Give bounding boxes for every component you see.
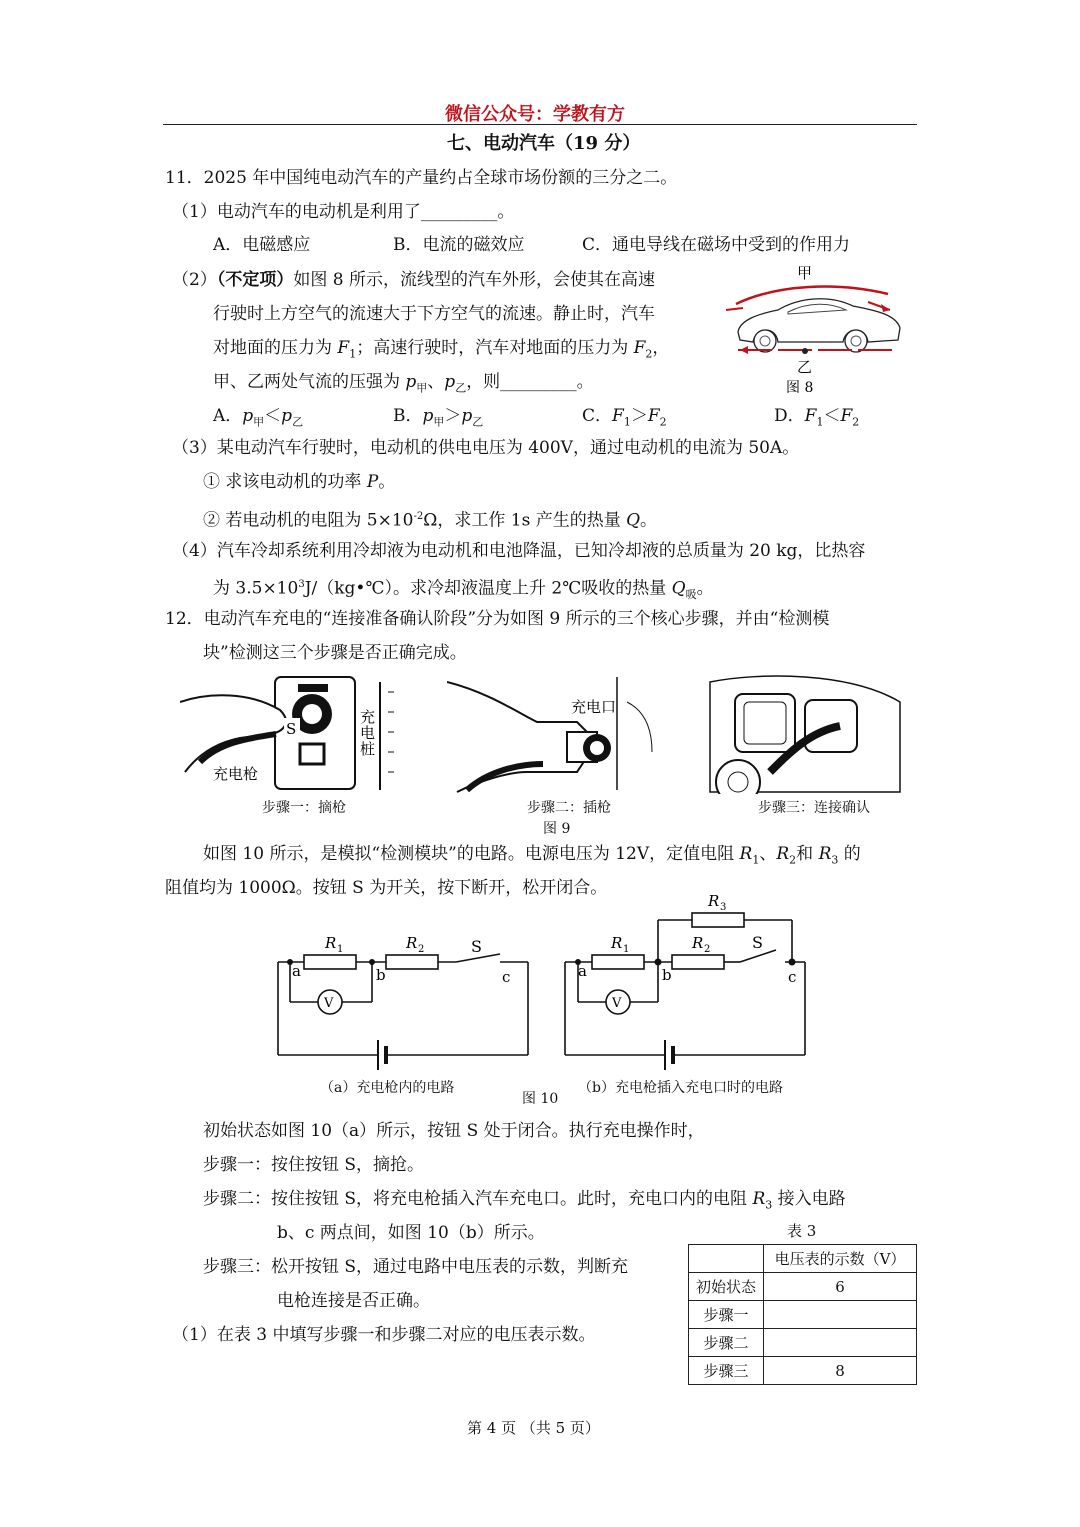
header-watermark: 微信公众号：学教有方 [445, 104, 625, 125]
fig10-caption-b: （b）充电枪插入充电口时的电路 [578, 1080, 783, 1096]
svg-text:3: 3 [720, 902, 727, 913]
figure-9-step2 [447, 672, 655, 794]
table-3 [688, 1244, 917, 1385]
figure-9-step1 [180, 672, 408, 794]
q11-p2-line4 [213, 370, 594, 400]
q12-sub1: （1）在表 3 中填写步骤一和步骤二对应的电压表示数。 [172, 1325, 596, 1345]
q11-p2-l4c: ，则_________。 [466, 372, 594, 392]
table-row-label: 步骤三 [689, 1357, 764, 1385]
svg-text:c: c [502, 968, 511, 986]
q11-p2-opt-c: C．$F_1>F_2$ [582, 406, 667, 429]
table-row [689, 1273, 917, 1301]
q11-p2-l3a: 对地面的压力为 [213, 338, 338, 358]
q11-p4-line1: （4）汽车冷却系统利用冷却液为电动机和电池降温，已知冷却液的总质量为 20 kg，比热容 [172, 541, 866, 561]
fig9-port-label: 充电口 [571, 698, 617, 716]
svg-text:1: 1 [337, 944, 344, 955]
fig9-gun-label: 充电枪 [213, 765, 259, 783]
svg-text:1: 1 [623, 944, 630, 955]
q12-line1: 12．电动汽车充电的“连接准备确认阶段”分为如图 9 所示的三个核心步骤，并由“检测模 [165, 609, 830, 629]
table-cell-value: 6 [764, 1273, 917, 1301]
q11-p2-opt-d: D．$F_1<F_2$ [774, 406, 860, 429]
table-row [689, 1245, 917, 1273]
svg-text:S: S [471, 937, 482, 956]
table-row-label: 初始状态 [689, 1273, 764, 1301]
table-cell-value: 8 [764, 1357, 917, 1385]
fig9-caption-2: 步骤二：插枪 [527, 800, 611, 816]
section-title: 七、电动汽车（19 分） [447, 133, 641, 154]
svg-text:b: b [662, 966, 672, 984]
fig8-jia-label: 甲 [797, 264, 813, 282]
q11-p2-line2: 行驶时上方空气的流速大于下方空气的流速。静止时，汽车 [213, 304, 655, 324]
svg-text:R: R [611, 934, 623, 952]
q11-p4-line2: 为 $3.5\times 10^3J/(kg•℃)$。求冷却液温度上升 2℃吸收的热量 $Q_吸$。 [213, 578, 714, 602]
figure-9-step3 [700, 672, 908, 794]
q11-p1-opt-a: A．电磁感应 [213, 235, 311, 255]
table3-title: 表 3 [787, 1222, 817, 1240]
q11-p2-line1 [172, 268, 655, 292]
q11-p3-item1: ① 求该电动机的功率 P。 [203, 472, 396, 492]
svg-text:a: a [578, 962, 587, 980]
q11-p3: （3）某电动汽车行驶时，电动机的供电电压为 400V，通过电动机的电流为 50A。 [172, 438, 800, 458]
svg-text:R: R [692, 934, 704, 952]
table-cell-value[interactable] [764, 1301, 917, 1329]
svg-text:R: R [325, 934, 337, 952]
fig9-s-label: S [286, 720, 297, 738]
q11-p2-l4a: 甲、乙两处气流的压强为 [213, 372, 406, 392]
figure-10-circuits [270, 890, 920, 1090]
table-cell [689, 1245, 764, 1273]
q11-p2-tag: （2） [172, 270, 217, 290]
svg-text:V: V [324, 996, 334, 1011]
fig10-label: 图 10 [522, 1091, 559, 1107]
fig8-yi-label: 乙 [797, 358, 813, 376]
q11-p2-line3 [213, 336, 669, 366]
q11-p1: （1）电动汽车的电动机是利用了_________。 [172, 202, 515, 222]
q11-p2-l3b: ；高速行驶时，汽车对地面的压力为 [356, 338, 634, 358]
svg-text:2: 2 [704, 944, 711, 955]
q11-p2-opt-a: A．$p_甲<p_乙$ [213, 406, 304, 429]
figure-8-car [718, 262, 918, 402]
fig9-label: 图 9 [543, 821, 571, 837]
svg-text:b: b [376, 966, 386, 984]
q11-p3-item2: ② 若电动机的电阻为 $5\times 10^{-2}\Omega$，求工作 1s 产生的热量 Q。 [203, 510, 658, 531]
table-row-label: 步骤二 [689, 1329, 764, 1357]
table-header: 电压表的示数（V） [764, 1245, 917, 1273]
p-symbol: p [444, 372, 456, 392]
p-symbol: p [405, 372, 417, 392]
svg-text:电: 电 [360, 724, 376, 742]
q11-p2-text1: 如图 8 所示，流线型的汽车外形，会使其在高速 [293, 270, 655, 290]
q11-stem: 11．2025 年中国纯电动汽车的产量约占全球市场份额的三分之二。 [165, 168, 678, 188]
svg-text:V: V [612, 996, 622, 1011]
f-sub-1: 1 [349, 347, 357, 361]
svg-text:R: R [406, 934, 418, 952]
p-sub-jia: 甲 [416, 381, 428, 395]
q11-p1-opt-c: C．通电导线在磁场中受到的作用力 [582, 235, 851, 255]
svg-text:2: 2 [418, 944, 425, 955]
table-row-label: 步骤一 [689, 1301, 764, 1329]
q12-step3: 步骤三：松开按钮 S，通过电路中电压表的示数，判断充 [203, 1257, 629, 1277]
fig9-caption-3: 步骤三：连接确认 [758, 800, 870, 816]
q11-p2-bold: （不定项） [216, 270, 294, 290]
svg-text:c: c [788, 968, 797, 986]
q11-p2-l4b: 、 [427, 372, 445, 392]
svg-text:桩: 桩 [360, 740, 376, 758]
svg-text:a: a [292, 962, 301, 980]
p-sub-yi: 乙 [455, 381, 467, 395]
svg-text:R: R [708, 892, 720, 910]
fig8-caption: 图 8 [786, 380, 814, 396]
table-row [689, 1357, 917, 1385]
table-row [689, 1301, 917, 1329]
q11-p1-opt-b: B．电流的磁效应 [393, 235, 525, 255]
q12-para2: 阻值均为 1000Ω。按钮 S 为开关，按下断开，松开闭合。 [165, 878, 608, 898]
q11-p2-l3c: ， [652, 338, 670, 358]
table-cell-value[interactable] [764, 1329, 917, 1357]
f-symbol: F [337, 338, 350, 358]
svg-text:S: S [752, 933, 763, 952]
q12-init: 初始状态如图 10（a）所示，按钮 S 处于闭合。执行充电操作时， [203, 1121, 705, 1141]
q12-line2: 块”检测这三个步骤是否正确完成。 [203, 643, 467, 663]
q12-step1: 步骤一：按住按钮 S，摘抢。 [203, 1155, 425, 1175]
fig10-caption-a: （a）充电枪内的电路 [320, 1080, 455, 1096]
fig9-caption-1: 步骤一：摘枪 [262, 800, 346, 816]
header-rule [163, 124, 917, 125]
f-symbol: F [633, 338, 646, 358]
q12-para1: 如图 10 所示，是模拟“检测模块”的电路。电源电压为 12V，定值电阻 $R_1$、$R_2$和 $R_3$ 的 [203, 844, 861, 867]
q12-step2-cont: b、c 两点间，如图 10（b）所示。 [277, 1223, 545, 1243]
svg-text:充: 充 [360, 708, 376, 726]
f-sub-2: 2 [645, 347, 653, 361]
q12-step3-cont: 电枪连接是否正确。 [277, 1291, 430, 1311]
page-footer: 第 4 页 （共 5 页） [467, 1419, 600, 1437]
q11-p2-opt-b: B．$p_甲>p_乙$ [393, 406, 484, 429]
table-row [689, 1329, 917, 1357]
q12-step2: 步骤二：按住按钮 S，将充电枪插入汽车充电口。此时，充电口内的电阻 $R_3$ 接入电路 [203, 1189, 846, 1212]
